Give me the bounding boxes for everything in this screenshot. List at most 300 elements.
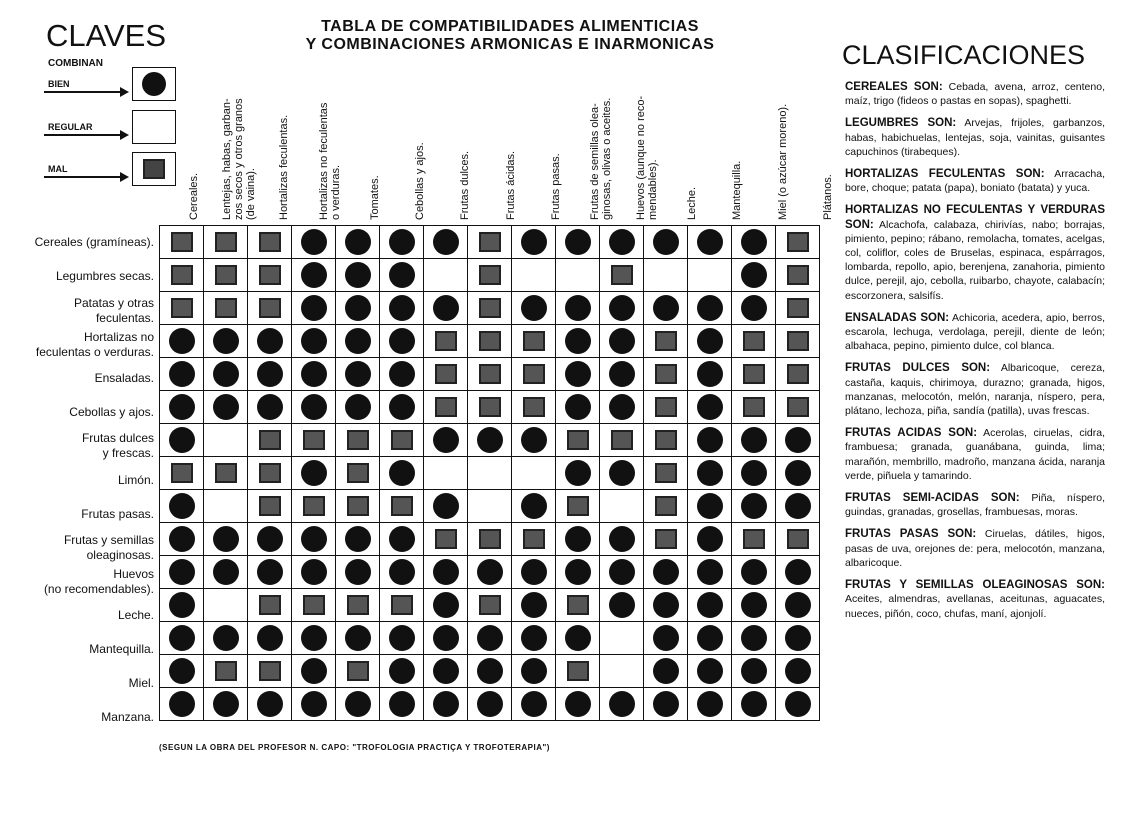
bien-dot-icon bbox=[785, 559, 811, 585]
classification-text: Acerolas, ciruelas, cidra, frambuesa; granada, guanábana, guinda, lima; marañón, membrillo, madroño, manzana ácida, naranja verde, piñuela y tamarindo. bbox=[845, 427, 1105, 482]
bien-dot-icon bbox=[609, 460, 635, 486]
grid-cell bbox=[556, 292, 600, 325]
grid-cell bbox=[776, 259, 820, 292]
classification-text: Ciruelas, dátiles, higos, pasas de uva, orejones de: pera, melocotón, manzana, albaricoque. bbox=[845, 528, 1105, 569]
bien-dot-icon bbox=[785, 460, 811, 486]
grid-cell bbox=[292, 226, 336, 259]
grid-cell bbox=[644, 226, 688, 259]
bien-dot-icon bbox=[697, 229, 723, 255]
row-label-line: feculentas o verduras. bbox=[35, 344, 154, 359]
grid-row bbox=[160, 589, 820, 622]
bien-dot-icon bbox=[521, 658, 547, 684]
grid-cell bbox=[468, 292, 512, 325]
key-mal-arrowhead bbox=[120, 172, 129, 182]
column-header-label: Lentejas, habas, garban- zos secos y otros granos (de vaina). bbox=[220, 98, 257, 220]
mal-square-icon bbox=[479, 298, 501, 318]
grid-cell bbox=[776, 556, 820, 589]
bien-dot-icon bbox=[345, 526, 371, 552]
mal-square-icon bbox=[655, 496, 677, 516]
grid-cell bbox=[512, 589, 556, 622]
mal-square-icon bbox=[611, 430, 633, 450]
column-header-label: Plátanos. bbox=[821, 174, 834, 220]
bien-dot-icon bbox=[521, 625, 547, 651]
bien-dot-icon bbox=[697, 427, 723, 453]
mal-square-icon bbox=[259, 595, 281, 615]
mal-square-icon bbox=[215, 265, 237, 285]
bien-dot-icon bbox=[301, 625, 327, 651]
mal-square-icon bbox=[215, 463, 237, 483]
mal-square-icon bbox=[743, 331, 765, 351]
grid-cell bbox=[160, 556, 204, 589]
grid-cell bbox=[204, 490, 248, 523]
bien-dot-icon bbox=[389, 460, 415, 486]
grid-row bbox=[160, 457, 820, 490]
grid-cell bbox=[600, 391, 644, 424]
mal-square-icon bbox=[259, 298, 281, 318]
grid-cell bbox=[248, 259, 292, 292]
grid-row bbox=[160, 622, 820, 655]
bien-dot-icon bbox=[609, 559, 635, 585]
grid-cell bbox=[556, 556, 600, 589]
grid-cell bbox=[468, 589, 512, 622]
column-header bbox=[188, 70, 204, 220]
grid-cell bbox=[732, 457, 776, 490]
grid-cell bbox=[336, 622, 380, 655]
row-label-line: Leche. bbox=[117, 608, 154, 623]
bien-dot-icon bbox=[257, 361, 283, 387]
bien-dot-icon bbox=[169, 427, 195, 453]
grid-cell bbox=[688, 259, 732, 292]
column-header-label: Frutas de semillas olea- ginosas, olivas o aceites. bbox=[589, 97, 614, 220]
grid-cell bbox=[556, 688, 600, 721]
grid-cell bbox=[160, 688, 204, 721]
mal-square-icon bbox=[303, 496, 325, 516]
bien-dot-icon bbox=[257, 328, 283, 354]
bien-dot-icon bbox=[257, 625, 283, 651]
grid-cell bbox=[336, 391, 380, 424]
compatibility-grid bbox=[159, 225, 820, 721]
classification-text: Achicoria, acedera, apio, berros, escarola, lechuga, verdolaga, perejil, diente de león; albahaca, pepino, pimiento dulce, col blanca. bbox=[845, 311, 1105, 353]
bien-dot-icon bbox=[213, 625, 239, 651]
bien-dot-icon bbox=[521, 229, 547, 255]
column-header bbox=[505, 70, 521, 220]
grid-cell bbox=[160, 259, 204, 292]
grid-cell bbox=[160, 523, 204, 556]
bien-dot-icon bbox=[609, 592, 635, 618]
grid-cell bbox=[556, 490, 600, 523]
mal-square-icon bbox=[171, 463, 193, 483]
key-regular-label: REGULAR bbox=[48, 122, 93, 132]
grid-cell bbox=[644, 292, 688, 325]
grid-cell bbox=[248, 292, 292, 325]
bien-dot-icon bbox=[169, 328, 195, 354]
grid-cell bbox=[512, 688, 556, 721]
grid-cell bbox=[292, 424, 336, 457]
bien-dot-icon bbox=[565, 229, 591, 255]
mal-square-icon bbox=[655, 397, 677, 417]
bien-dot-icon bbox=[565, 559, 591, 585]
grid-cell bbox=[424, 259, 468, 292]
grid-cell bbox=[600, 688, 644, 721]
bien-dot-icon bbox=[257, 691, 283, 717]
grid-cell bbox=[380, 424, 424, 457]
grid-cell bbox=[688, 457, 732, 490]
grid-cell bbox=[380, 358, 424, 391]
mal-square-icon bbox=[787, 232, 809, 252]
grid-row bbox=[160, 556, 820, 589]
bien-dot-icon bbox=[521, 295, 547, 321]
bien-dot-icon bbox=[609, 328, 635, 354]
grid-cell bbox=[204, 655, 248, 688]
bien-dot-icon bbox=[565, 328, 591, 354]
grid-cell bbox=[688, 292, 732, 325]
mal-square-icon bbox=[303, 430, 325, 450]
bien-dot-icon bbox=[521, 493, 547, 519]
column-header bbox=[731, 70, 747, 220]
classification-item bbox=[845, 116, 1105, 159]
grid-cell bbox=[248, 424, 292, 457]
classification-text: Arracacha, bore, choque; patata (papa), boniato (batata) y yuca. bbox=[845, 168, 1105, 195]
grid-cell bbox=[468, 622, 512, 655]
bien-dot-icon bbox=[653, 295, 679, 321]
bien-dot-icon bbox=[785, 493, 811, 519]
grid-cell bbox=[776, 325, 820, 358]
bien-dot-icon bbox=[389, 394, 415, 420]
grid-cell bbox=[204, 292, 248, 325]
row-label bbox=[20, 296, 154, 326]
grid-cell bbox=[292, 457, 336, 490]
bien-dot-icon bbox=[389, 262, 415, 288]
bien-dot-icon bbox=[653, 559, 679, 585]
row-label bbox=[20, 405, 154, 420]
grid-cell bbox=[424, 391, 468, 424]
grid-cell bbox=[468, 259, 512, 292]
grid-cell bbox=[600, 358, 644, 391]
grid-cell bbox=[424, 424, 468, 457]
grid-cell bbox=[424, 490, 468, 523]
bien-dot-icon bbox=[653, 691, 679, 717]
grid-cell bbox=[380, 556, 424, 589]
mal-square-icon bbox=[479, 232, 501, 252]
grid-cell bbox=[644, 358, 688, 391]
grid-cell bbox=[424, 325, 468, 358]
bien-dot-icon bbox=[697, 493, 723, 519]
mal-square-icon bbox=[523, 364, 545, 384]
mal-square-icon bbox=[435, 529, 457, 549]
row-label-line: Frutas pasas. bbox=[81, 506, 154, 521]
mal-square-icon bbox=[611, 265, 633, 285]
bien-dot-icon bbox=[565, 394, 591, 420]
grid-cell bbox=[644, 523, 688, 556]
row-label-line: y frescas. bbox=[102, 446, 154, 461]
grid-cell bbox=[732, 523, 776, 556]
bien-dot-icon bbox=[697, 559, 723, 585]
bien-dot-icon bbox=[301, 658, 327, 684]
grid-cell bbox=[292, 589, 336, 622]
grid-cell bbox=[204, 589, 248, 622]
grid-cell bbox=[556, 325, 600, 358]
grid-cell bbox=[600, 292, 644, 325]
classification-item bbox=[845, 426, 1105, 483]
grid-cell bbox=[160, 292, 204, 325]
grid-cell bbox=[512, 622, 556, 655]
grid-row bbox=[160, 424, 820, 457]
grid-cell bbox=[732, 490, 776, 523]
key-mal-arrow bbox=[44, 176, 122, 178]
bien-dot-icon bbox=[301, 460, 327, 486]
mal-square-icon bbox=[479, 364, 501, 384]
grid-cell bbox=[204, 457, 248, 490]
classification-item bbox=[845, 527, 1105, 570]
grid-cell bbox=[468, 490, 512, 523]
mal-square-icon bbox=[259, 496, 281, 516]
grid-cell bbox=[380, 523, 424, 556]
column-headers bbox=[159, 70, 839, 220]
grid-row bbox=[160, 259, 820, 292]
mal-square-icon bbox=[435, 364, 457, 384]
bien-dot-icon bbox=[257, 526, 283, 552]
bien-dot-icon bbox=[169, 361, 195, 387]
bien-dot-icon bbox=[169, 592, 195, 618]
grid-cell bbox=[556, 358, 600, 391]
row-label-line: Legumbres secas. bbox=[55, 269, 154, 284]
grid-cell bbox=[776, 490, 820, 523]
bien-dot-icon bbox=[345, 691, 371, 717]
grid-cell bbox=[556, 523, 600, 556]
mal-square-icon bbox=[655, 463, 677, 483]
grid-cell bbox=[468, 556, 512, 589]
bien-dot-icon bbox=[433, 592, 459, 618]
column-header-label: Miel (o azúcar moreno). bbox=[776, 103, 789, 220]
grid-cell bbox=[336, 226, 380, 259]
bien-dot-icon bbox=[213, 361, 239, 387]
mal-square-icon bbox=[215, 661, 237, 681]
grid-cell bbox=[204, 688, 248, 721]
key-regular-arrowhead bbox=[120, 130, 129, 140]
column-header bbox=[589, 70, 614, 220]
bien-dot-icon bbox=[433, 625, 459, 651]
bien-dot-icon bbox=[565, 361, 591, 387]
bien-dot-icon bbox=[741, 229, 767, 255]
grid-cell bbox=[380, 325, 424, 358]
grid-cell bbox=[468, 358, 512, 391]
mal-square-icon bbox=[567, 595, 589, 615]
mal-square-icon bbox=[391, 496, 413, 516]
grid-cell bbox=[512, 523, 556, 556]
bien-dot-icon bbox=[345, 394, 371, 420]
grid-cell bbox=[336, 589, 380, 622]
grid-cell bbox=[512, 391, 556, 424]
column-header bbox=[634, 70, 659, 220]
bien-dot-icon bbox=[521, 691, 547, 717]
row-label-line: Manzana. bbox=[101, 710, 154, 725]
grid-cell bbox=[556, 589, 600, 622]
grid-cell bbox=[424, 622, 468, 655]
grid-cell bbox=[468, 424, 512, 457]
classification-heading: HORTALIZAS NO FECULENTAS Y VERDURAS SON: bbox=[845, 204, 1105, 231]
grid-cell bbox=[204, 424, 248, 457]
row-label-line: Huevos bbox=[113, 566, 154, 581]
grid-cell bbox=[644, 490, 688, 523]
bien-dot-icon bbox=[389, 658, 415, 684]
grid-cell bbox=[732, 655, 776, 688]
bien-dot-icon bbox=[785, 625, 811, 651]
grid-cell bbox=[688, 391, 732, 424]
row-label-line: Frutas y semillas bbox=[63, 533, 154, 548]
row-label bbox=[20, 235, 154, 250]
grid-cell bbox=[776, 457, 820, 490]
grid-cell bbox=[292, 655, 336, 688]
grid-cell bbox=[732, 226, 776, 259]
bien-dot-icon bbox=[741, 559, 767, 585]
key-regular-arrow bbox=[44, 134, 122, 136]
bien-dot-icon bbox=[257, 559, 283, 585]
column-header-label: Leche. bbox=[685, 186, 698, 220]
grid-cell bbox=[204, 391, 248, 424]
bien-dot-icon bbox=[301, 559, 327, 585]
column-header-label: Frutas pasas. bbox=[550, 153, 563, 220]
bien-dot-icon bbox=[169, 394, 195, 420]
grid-cell bbox=[732, 688, 776, 721]
classification-item bbox=[845, 80, 1105, 108]
classification-heading: FRUTAS Y SEMILLAS OLEAGINOSAS SON: bbox=[845, 579, 1105, 592]
mal-square-icon bbox=[787, 397, 809, 417]
bien-dot-icon bbox=[565, 460, 591, 486]
column-header bbox=[686, 70, 702, 220]
row-label bbox=[20, 371, 154, 386]
grid-cell bbox=[556, 391, 600, 424]
grid-cell bbox=[204, 523, 248, 556]
grid-cell bbox=[776, 589, 820, 622]
grid-cell bbox=[512, 292, 556, 325]
mal-square-icon bbox=[743, 397, 765, 417]
bien-dot-icon bbox=[785, 592, 811, 618]
column-header-label: Cereales. bbox=[187, 172, 200, 220]
grid-cell bbox=[732, 589, 776, 622]
mal-square-icon bbox=[259, 463, 281, 483]
mal-square-icon bbox=[347, 496, 369, 516]
bien-dot-icon bbox=[565, 691, 591, 717]
bien-dot-icon bbox=[301, 295, 327, 321]
mal-square-icon bbox=[171, 265, 193, 285]
row-label-line: Frutas dulces bbox=[81, 431, 154, 446]
bien-dot-icon bbox=[345, 328, 371, 354]
grid-cell bbox=[160, 226, 204, 259]
mal-square-icon bbox=[655, 364, 677, 384]
grid-row bbox=[160, 655, 820, 688]
grid-cell bbox=[732, 391, 776, 424]
grid-cell bbox=[204, 358, 248, 391]
grid-cell bbox=[512, 259, 556, 292]
classification-text: Alcachofa, calabaza, chirivías, nabo; borrajas, pimiento, pepino; rábano, remolacha, tomates, acelgas, col, coliflor, coles de Bruselas, espinaca, espárragos, lombarda, repollo, apio, berenjena, zanahoria, pimiento dulce, perejil, ajo, cebolla, ruibarbo, chayote, calabacín; escorzonera, salsifís. bbox=[845, 218, 1105, 302]
bien-dot-icon bbox=[301, 526, 327, 552]
mal-square-icon bbox=[347, 661, 369, 681]
grid-cell bbox=[204, 259, 248, 292]
grid-cell bbox=[292, 358, 336, 391]
bien-dot-icon bbox=[521, 592, 547, 618]
mal-square-icon bbox=[479, 331, 501, 351]
grid-cell bbox=[424, 226, 468, 259]
grid-cell bbox=[776, 523, 820, 556]
grid-cell bbox=[512, 556, 556, 589]
bien-dot-icon bbox=[433, 229, 459, 255]
bien-dot-icon bbox=[697, 691, 723, 717]
grid-cell bbox=[556, 622, 600, 655]
bien-dot-icon bbox=[169, 625, 195, 651]
mal-square-icon bbox=[743, 364, 765, 384]
grid-row bbox=[160, 391, 820, 424]
grid-cell bbox=[160, 589, 204, 622]
bien-dot-icon bbox=[697, 625, 723, 651]
bien-dot-icon bbox=[213, 691, 239, 717]
grid-cell bbox=[380, 391, 424, 424]
grid-cell bbox=[424, 688, 468, 721]
grid-cell bbox=[556, 655, 600, 688]
classification-item bbox=[845, 203, 1105, 302]
bien-dot-icon bbox=[301, 361, 327, 387]
bien-dot-icon bbox=[433, 493, 459, 519]
bien-dot-icon bbox=[697, 328, 723, 354]
bien-dot-icon bbox=[609, 361, 635, 387]
bien-dot-icon bbox=[565, 625, 591, 651]
grid-row bbox=[160, 490, 820, 523]
grid-cell bbox=[600, 424, 644, 457]
grid-cell bbox=[336, 655, 380, 688]
mal-square-icon bbox=[523, 331, 545, 351]
grid-cell bbox=[776, 655, 820, 688]
grid-cell bbox=[732, 325, 776, 358]
bien-dot-icon bbox=[301, 691, 327, 717]
grid-cell bbox=[512, 490, 556, 523]
grid-cell bbox=[336, 424, 380, 457]
grid-cell bbox=[292, 523, 336, 556]
grid-cell bbox=[160, 457, 204, 490]
grid-cell bbox=[468, 688, 512, 721]
grid-cell bbox=[644, 622, 688, 655]
bien-dot-icon bbox=[741, 493, 767, 519]
grid-cell bbox=[600, 589, 644, 622]
mal-square-icon bbox=[171, 232, 193, 252]
mal-square-icon bbox=[787, 265, 809, 285]
grid-cell bbox=[336, 523, 380, 556]
grid-cell bbox=[248, 556, 292, 589]
mal-square-icon bbox=[215, 232, 237, 252]
column-header bbox=[369, 70, 385, 220]
grid-cell bbox=[732, 292, 776, 325]
bien-dot-icon bbox=[389, 229, 415, 255]
row-label bbox=[20, 642, 154, 657]
mal-square-icon bbox=[787, 298, 809, 318]
bien-dot-icon bbox=[345, 229, 371, 255]
grid-cell bbox=[204, 226, 248, 259]
mal-square-icon bbox=[479, 595, 501, 615]
grid-cell bbox=[776, 226, 820, 259]
bien-dot-icon bbox=[609, 229, 635, 255]
bien-dot-icon bbox=[301, 328, 327, 354]
grid-cell bbox=[688, 655, 732, 688]
bien-dot-icon bbox=[301, 229, 327, 255]
grid-cell bbox=[380, 226, 424, 259]
bien-dot-icon bbox=[389, 295, 415, 321]
bien-dot-icon bbox=[389, 559, 415, 585]
key-bien-label: BIEN bbox=[48, 79, 70, 89]
main-title bbox=[220, 18, 800, 54]
grid-cell bbox=[556, 226, 600, 259]
mal-square-icon bbox=[259, 661, 281, 681]
grid-cell bbox=[424, 358, 468, 391]
bien-dot-icon bbox=[213, 394, 239, 420]
bien-dot-icon bbox=[653, 625, 679, 651]
